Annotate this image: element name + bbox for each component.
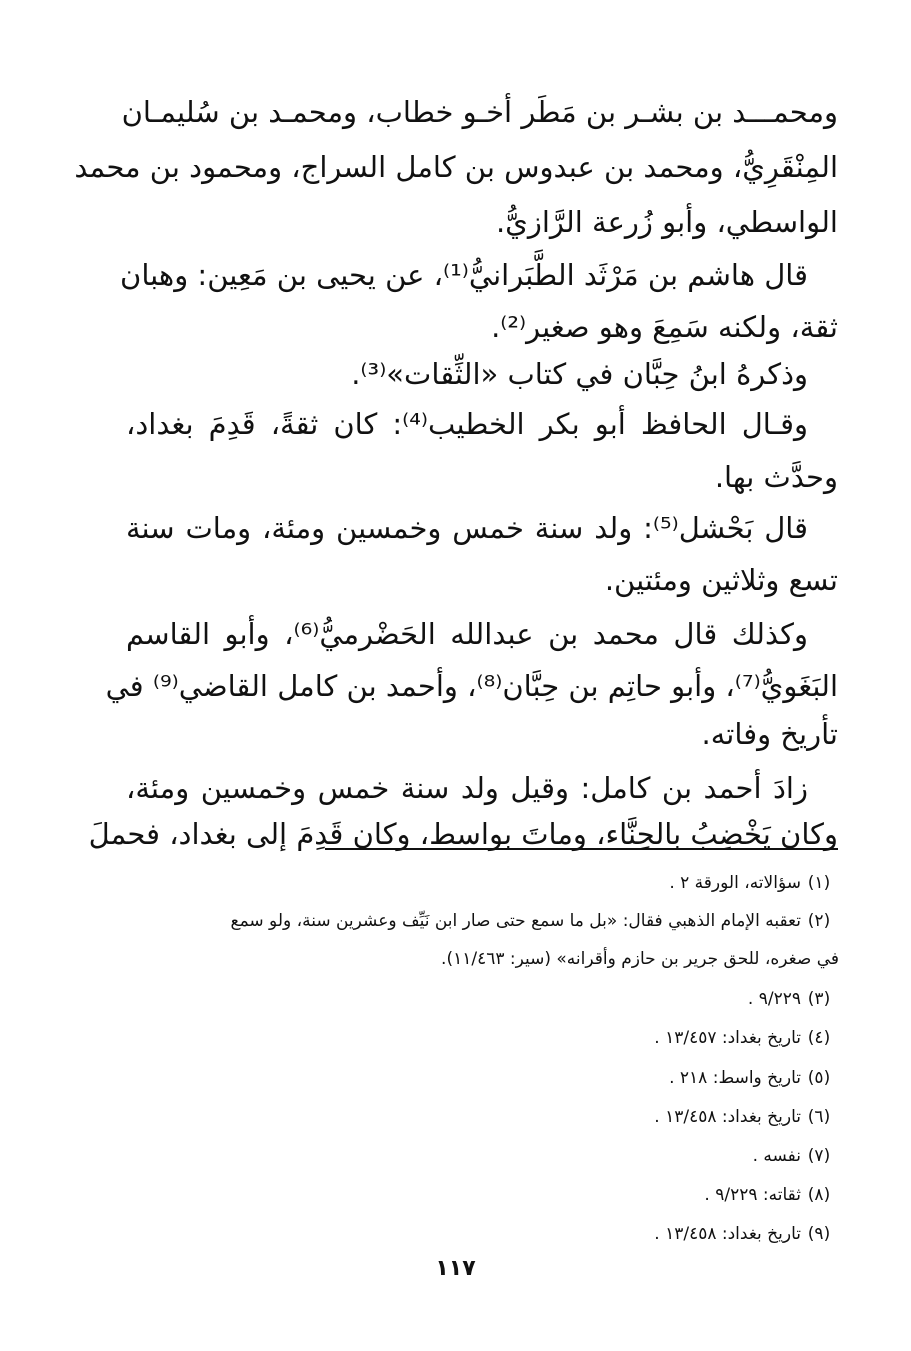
text-line: وكذلك قال محمد بن عبدالله الحَضْرميُّ⁽⁶⁾، وأبو القاسم xyxy=(126,617,808,651)
text-line: البَغَويُّ⁽⁷⁾، وأبو حاتِم بن حِبَّان⁽⁸⁾، وأحمد بن كامل القاضي⁽⁹⁾ في xyxy=(105,669,838,703)
text-line: الواسطي، وأبو زُرعة الرَّازيُّ. xyxy=(495,205,838,239)
text-line: وذكرهُ ابنُ حِبَّان في كتاب «الثِّقات»⁽³⁾. xyxy=(351,357,808,391)
footnote-number: (٥) xyxy=(807,1068,831,1088)
text-line: وقـال الحافظ أبو بكر الخطيب⁽⁴⁾: كان ثقةً، قَدِمَ بغداد، xyxy=(126,407,808,441)
text-line: تسع وثلاثين ومئتين. xyxy=(604,563,838,597)
text-line: تأريخ وفاته. xyxy=(701,717,838,751)
footnote-text: ثقاته: ٩/٢٢٩ . xyxy=(704,1185,801,1205)
footnote-text: تاريخ بغداد: ١٣/٤٥٨ . xyxy=(654,1224,801,1244)
footnote-text: تعقبه الإمام الذهبي فقال: «بل ما سمع حتى صار ابن نَيِّف وعشرين سنة، ولو سمع xyxy=(230,911,801,931)
page-number: ١١٧ xyxy=(435,1256,476,1281)
text-line: المِنْقَرِيُّ، ومحمد بن عبدوس بن كامل السراج، ومحمود بن محمد xyxy=(74,150,838,184)
footnote-text: نفسه . xyxy=(752,1146,801,1166)
text-line: ومحمـــد بن بشـر بن مَطَر أخـو خطاب، ومحمـد بن سُليمـان xyxy=(121,95,838,129)
footnote-number: (٣) xyxy=(807,989,831,1009)
footnote-text: تاريخ بغداد: ١٣/٤٥٨ . xyxy=(654,1107,801,1127)
text-line: ثقة، ولكنه سَمِعَ وهو صغير⁽²⁾. xyxy=(491,310,838,344)
footnote-number: (٦) xyxy=(807,1107,831,1127)
footnote-text: تاريخ بغداد: ١٣/٤٥٧ . xyxy=(654,1028,801,1048)
text-line: قال بَحْشل⁽⁵⁾: ولد سنة خمس وخمسين ومئة، ومات سنة xyxy=(126,511,809,545)
footnote-text: تاريخ واسط: ٢١٨ . xyxy=(669,1068,801,1088)
footnote-text: سؤالاته، الورقة ٢ . xyxy=(669,873,801,893)
footnote-number: (١) xyxy=(807,873,831,893)
footnote-text: ٩/٢٢٩ . xyxy=(747,989,801,1009)
text-line: وحدَّث بها. xyxy=(714,460,838,494)
text-line: قال هاشم بن مَرْثَد الطَّبَرانيُّ⁽¹⁾، عن يحيى بن مَعِين: وهبان xyxy=(120,258,808,292)
footnote-text: في صغره، للحق جرير بن حازم وأقرانه» (سير: ١١/٤٦٣). xyxy=(441,949,839,969)
footnote-number: (٧) xyxy=(807,1146,831,1166)
text-line: وكان يَخْضِبُ بالحِنَّاء، وماتَ بواسط، وكان قَدِمَ إلى بغداد، فحملَ xyxy=(88,817,838,851)
footnote-divider xyxy=(325,848,838,850)
footnote-number: (٨) xyxy=(807,1185,831,1205)
footnote-number: (٢) xyxy=(807,911,831,931)
text-line: زادَ أحمد بن كامل: وقيل ولد سنة خمس وخمسين ومئة، xyxy=(126,771,808,805)
footnote-number: (٩) xyxy=(807,1224,831,1244)
footnote-number: (٤) xyxy=(807,1028,831,1048)
